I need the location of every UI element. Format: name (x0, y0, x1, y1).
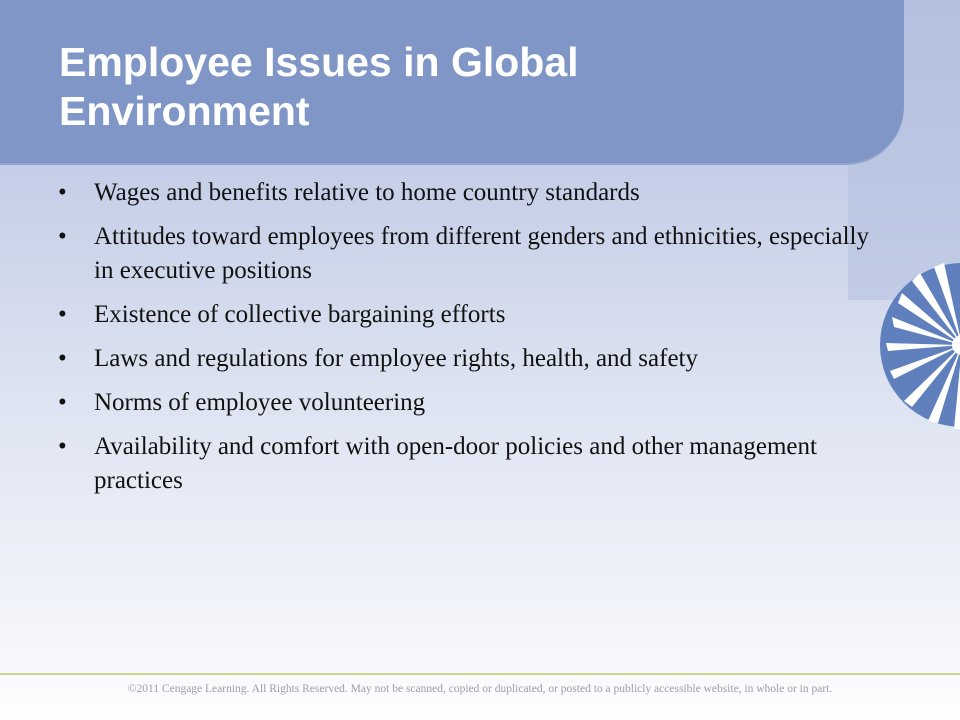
bullet-text: Existence of collective bargaining efforts (94, 301, 506, 328)
bullet-text: Laws and regulations for employee rights, health, and safety (94, 345, 698, 372)
bullet-item (58, 220, 878, 288)
bullet-marker: • (58, 433, 67, 460)
bullet-marker: • (58, 389, 67, 416)
bullet-item (58, 430, 878, 498)
bullet-item (58, 298, 878, 332)
title-bar (0, 0, 904, 165)
bullet-marker: • (58, 345, 67, 372)
starburst-graphic (880, 255, 960, 435)
footer-divider (0, 673, 960, 675)
bullet-text: Availability and comfort with open-door policies and other management practices (94, 433, 817, 494)
slide-title: Employee Issues in Global Environment (59, 39, 579, 134)
bullet-item (58, 386, 878, 420)
copyright-footer: ©2011 Cengage Learning. All Rights Reserved. May not be scanned, copied or duplicated, or posted to a publicly accessible website, in whole or in part. (127, 683, 833, 695)
bullet-item (58, 342, 878, 376)
bullet-marker: • (58, 223, 67, 250)
bullet-list (58, 176, 878, 508)
bullet-marker: • (58, 179, 67, 206)
bullet-text: Norms of employee volunteering (94, 389, 426, 416)
bullet-text: Attitudes toward employees from different genders and ethnicities, especially in executive positions (94, 223, 869, 284)
bullet-item (58, 176, 878, 210)
bullet-text: Wages and benefits relative to home country standards (94, 179, 640, 206)
bullet-marker: • (58, 301, 67, 328)
